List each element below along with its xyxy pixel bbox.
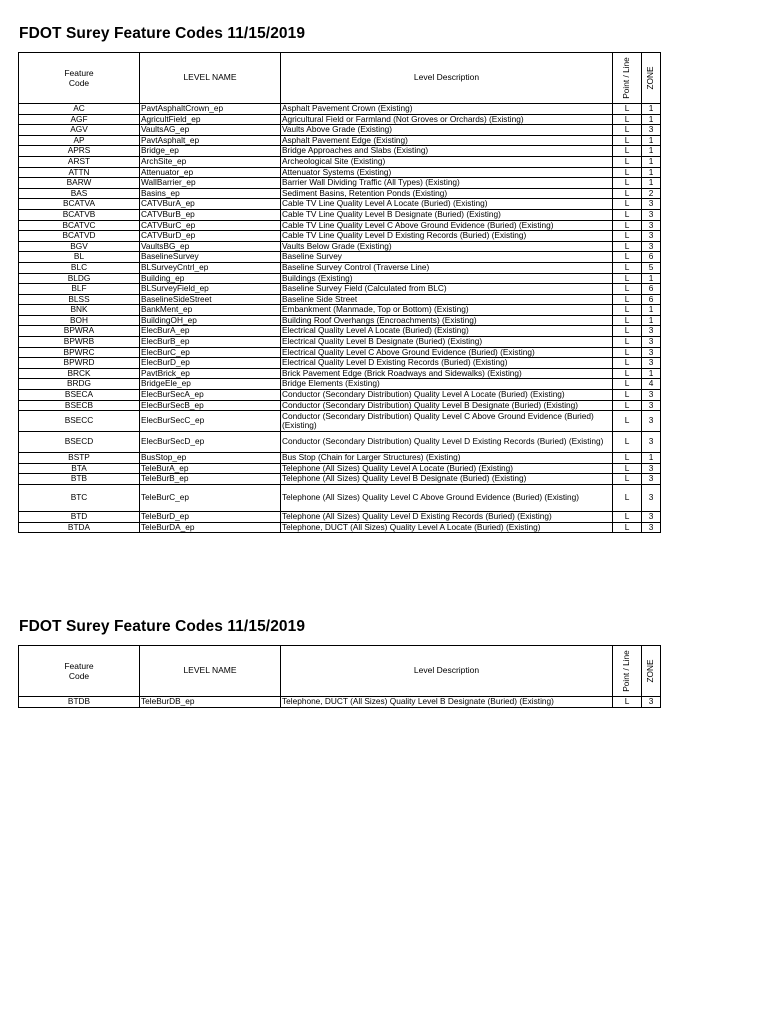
level-name-cell: VaultsAG_ep bbox=[140, 125, 281, 136]
level-name-cell: ElecBurD_ep bbox=[140, 358, 281, 369]
point-line-cell: L bbox=[613, 188, 642, 199]
point-line-cell: L bbox=[613, 252, 642, 263]
point-line-cell: L bbox=[613, 522, 642, 533]
table-row bbox=[19, 167, 661, 178]
table-row bbox=[19, 347, 661, 358]
table-row bbox=[19, 522, 661, 533]
level-name-cell: PavtBrick_ep bbox=[140, 368, 281, 379]
level-description-cell: Attenuator Systems (Existing) bbox=[281, 167, 613, 178]
level-description-cell: Agricultural Field or Farmland (Not Groves or Orchards) (Existing) bbox=[281, 114, 613, 125]
table-row bbox=[19, 368, 661, 379]
level-description-cell: Brick Pavement Edge (Brick Roadways and Sidewalks) (Existing) bbox=[281, 368, 613, 379]
level-name-cell: BusStop_ep bbox=[140, 453, 281, 464]
level-name-cell: ElecBurC_ep bbox=[140, 347, 281, 358]
table-row bbox=[19, 125, 661, 136]
level-description-cell: Telephone (All Sizes) Quality Level A Locate (Buried) (Existing) bbox=[281, 463, 613, 474]
level-description-cell: Archeological Site (Existing) bbox=[281, 156, 613, 167]
feature-code-cell: AGF bbox=[19, 114, 140, 125]
table-row bbox=[19, 135, 661, 146]
feature-code-cell: BSECD bbox=[19, 432, 140, 453]
zone-cell: 3 bbox=[642, 432, 661, 453]
point-line-cell: L bbox=[613, 368, 642, 379]
point-line-cell: L bbox=[613, 167, 642, 178]
level-description-cell: Baseline Side Street bbox=[281, 294, 613, 305]
level-name-cell: ElecBurA_ep bbox=[140, 326, 281, 337]
point-line-cell: L bbox=[613, 209, 642, 220]
table-row bbox=[19, 231, 661, 242]
level-name-cell: TeleBurDA_ep bbox=[140, 522, 281, 533]
point-line-cell: L bbox=[613, 241, 642, 252]
level-description-cell: Embankment (Manmade, Top or Bottom) (Existing) bbox=[281, 305, 613, 316]
level-description-cell: Telephone (All Sizes) Quality Level D Existing Records (Buried) (Existing) bbox=[281, 512, 613, 523]
header-zone: ZONE bbox=[642, 646, 661, 697]
zone-cell: 1 bbox=[642, 368, 661, 379]
feature-code-cell: BLC bbox=[19, 262, 140, 273]
level-name-cell: ElecBurSecD_ep bbox=[140, 432, 281, 453]
zone-cell: 1 bbox=[642, 273, 661, 284]
point-line-cell: L bbox=[613, 358, 642, 369]
table-row bbox=[19, 114, 661, 125]
feature-code-cell: APRS bbox=[19, 146, 140, 157]
feature-code-cell: ATTN bbox=[19, 167, 140, 178]
feature-code-cell: AC bbox=[19, 104, 140, 115]
level-description-cell: Vaults Above Grade (Existing) bbox=[281, 125, 613, 136]
feature-code-cell: BCATVD bbox=[19, 231, 140, 242]
zone-cell: 3 bbox=[642, 199, 661, 210]
level-description-cell: Conductor (Secondary Distribution) Quality Level D Existing Records (Buried) (Existing) bbox=[281, 432, 613, 453]
point-line-cell: L bbox=[613, 390, 642, 401]
zone-cell: 1 bbox=[642, 305, 661, 316]
zone-cell: 3 bbox=[642, 241, 661, 252]
feature-code-cell: BRCK bbox=[19, 368, 140, 379]
point-line-cell: L bbox=[613, 104, 642, 115]
level-description-cell: Bridge Approaches and Slabs (Existing) bbox=[281, 146, 613, 157]
header-level-name: LEVEL NAME bbox=[140, 646, 281, 697]
zone-cell: 4 bbox=[642, 379, 661, 390]
table-row bbox=[19, 156, 661, 167]
point-line-cell: L bbox=[613, 315, 642, 326]
level-description-cell: Baseline Survey Field (Calculated from BLC) bbox=[281, 284, 613, 295]
level-name-cell: Attenuator_ep bbox=[140, 167, 281, 178]
feature-code-cell: BPWRD bbox=[19, 358, 140, 369]
level-description-cell: Electrical Quality Level C Above Ground Evidence (Buried) (Existing) bbox=[281, 347, 613, 358]
level-description-cell: Electrical Quality Level B Designate (Buried) (Existing) bbox=[281, 337, 613, 348]
zone-cell: 3 bbox=[642, 231, 661, 242]
feature-code-cell: BTC bbox=[19, 485, 140, 512]
level-name-cell: BaselineSideStreet bbox=[140, 294, 281, 305]
point-line-cell: L bbox=[613, 347, 642, 358]
level-name-cell: ElecBurB_ep bbox=[140, 337, 281, 348]
level-name-cell: ElecBurSecA_ep bbox=[140, 390, 281, 401]
feature-code-cell: BLF bbox=[19, 284, 140, 295]
zone-cell: 3 bbox=[642, 411, 661, 432]
zone-cell: 1 bbox=[642, 167, 661, 178]
zone-cell: 3 bbox=[642, 347, 661, 358]
header-feature-code: Feature Code bbox=[19, 53, 140, 104]
table-header-row bbox=[19, 53, 661, 104]
feature-code-cell: BTA bbox=[19, 463, 140, 474]
level-name-cell: TeleBurD_ep bbox=[140, 512, 281, 523]
level-name-cell: PavtAsphalt_ep bbox=[140, 135, 281, 146]
level-name-cell: TeleBurDB_ep bbox=[140, 697, 281, 708]
feature-codes-table bbox=[18, 52, 661, 533]
table-row bbox=[19, 178, 661, 189]
level-name-cell: CATVBurB_ep bbox=[140, 209, 281, 220]
level-description-cell: Barrier Wall Dividing Traffic (All Types) (Existing) bbox=[281, 178, 613, 189]
zone-cell: 2 bbox=[642, 188, 661, 199]
feature-code-cell: BTDB bbox=[19, 697, 140, 708]
table-row bbox=[19, 485, 661, 512]
table-row bbox=[19, 284, 661, 295]
table-row bbox=[19, 209, 661, 220]
feature-code-cell: BPWRB bbox=[19, 337, 140, 348]
table-row bbox=[19, 379, 661, 390]
level-description-cell: Conductor (Secondary Distribution) Quality Level B Designate (Buried) (Existing) bbox=[281, 400, 613, 411]
level-name-cell: CATVBurD_ep bbox=[140, 231, 281, 242]
point-line-cell: L bbox=[613, 262, 642, 273]
level-description-cell: Telephone (All Sizes) Quality Level B Designate (Buried) (Existing) bbox=[281, 474, 613, 485]
level-description-cell: Buildings (Existing) bbox=[281, 273, 613, 284]
level-description-cell: Asphalt Pavement Crown (Existing) bbox=[281, 104, 613, 115]
feature-code-cell: BLSS bbox=[19, 294, 140, 305]
level-description-cell: Conductor (Secondary Distribution) Quality Level C Above Ground Evidence (Buried) (Existing) bbox=[281, 411, 613, 432]
point-line-cell: L bbox=[613, 231, 642, 242]
header-level-description: Level Description bbox=[281, 646, 613, 697]
level-name-cell: ElecBurSecC_ep bbox=[140, 411, 281, 432]
level-name-cell: TeleBurA_ep bbox=[140, 463, 281, 474]
table-row bbox=[19, 146, 661, 157]
point-line-cell: L bbox=[613, 411, 642, 432]
zone-cell: 3 bbox=[642, 209, 661, 220]
feature-code-cell: BARW bbox=[19, 178, 140, 189]
table-row bbox=[19, 273, 661, 284]
page-title: FDOT Surey Feature Codes 11/15/2019 bbox=[19, 618, 306, 635]
point-line-cell: L bbox=[613, 146, 642, 157]
level-description-cell: Baseline Survey Control (Traverse Line) bbox=[281, 262, 613, 273]
point-line-cell: L bbox=[613, 114, 642, 125]
feature-code-cell: AGV bbox=[19, 125, 140, 136]
feature-codes-table bbox=[18, 645, 661, 708]
zone-cell: 1 bbox=[642, 453, 661, 464]
table-row bbox=[19, 474, 661, 485]
table-row bbox=[19, 432, 661, 453]
table-row bbox=[19, 411, 661, 432]
feature-code-cell: AP bbox=[19, 135, 140, 146]
feature-code-cell: BGV bbox=[19, 241, 140, 252]
header-level-name: LEVEL NAME bbox=[140, 53, 281, 104]
level-name-cell: CATVBurA_ep bbox=[140, 199, 281, 210]
level-description-cell: Telephone, DUCT (All Sizes) Quality Level A Locate (Buried) (Existing) bbox=[281, 522, 613, 533]
level-name-cell: BankMent_ep bbox=[140, 305, 281, 316]
point-line-cell: L bbox=[613, 463, 642, 474]
table-row bbox=[19, 262, 661, 273]
level-description-cell: Telephone (All Sizes) Quality Level C Above Ground Evidence (Buried) (Existing) bbox=[281, 485, 613, 512]
table-row bbox=[19, 252, 661, 263]
level-description-cell: Cable TV Line Quality Level C Above Ground Evidence (Buried) (Existing) bbox=[281, 220, 613, 231]
level-name-cell: ArchSite_ep bbox=[140, 156, 281, 167]
point-line-cell: L bbox=[613, 326, 642, 337]
table-row bbox=[19, 220, 661, 231]
table-row bbox=[19, 358, 661, 369]
zone-cell: 6 bbox=[642, 252, 661, 263]
feature-code-cell: BSECB bbox=[19, 400, 140, 411]
zone-cell: 6 bbox=[642, 294, 661, 305]
zone-cell: 1 bbox=[642, 178, 661, 189]
point-line-cell: L bbox=[613, 512, 642, 523]
level-name-cell: CATVBurC_ep bbox=[140, 220, 281, 231]
table-row bbox=[19, 199, 661, 210]
level-description-cell: Bus Stop (Chain for Larger Structures) (Existing) bbox=[281, 453, 613, 464]
level-name-cell: ElecBurSecB_ep bbox=[140, 400, 281, 411]
feature-code-cell: BPWRC bbox=[19, 347, 140, 358]
page-title: FDOT Surey Feature Codes 11/15/2019 bbox=[19, 25, 306, 42]
level-name-cell: WallBarrier_ep bbox=[140, 178, 281, 189]
zone-cell: 3 bbox=[642, 220, 661, 231]
level-description-cell: Cable TV Line Quality Level B Designate (Buried) (Existing) bbox=[281, 209, 613, 220]
level-description-cell: Vaults Below Grade (Existing) bbox=[281, 241, 613, 252]
zone-cell: 3 bbox=[642, 485, 661, 512]
level-name-cell: BaselineSurvey bbox=[140, 252, 281, 263]
header-point-line: Point / Line bbox=[613, 646, 642, 697]
table-row bbox=[19, 512, 661, 523]
point-line-cell: L bbox=[613, 379, 642, 390]
level-name-cell: AgricultField_ep bbox=[140, 114, 281, 125]
zone-cell: 3 bbox=[642, 474, 661, 485]
zone-cell: 3 bbox=[642, 326, 661, 337]
level-description-cell: Electrical Quality Level A Locate (Buried) (Existing) bbox=[281, 326, 613, 337]
level-name-cell: VaultsBG_ep bbox=[140, 241, 281, 252]
feature-code-cell: BTB bbox=[19, 474, 140, 485]
feature-code-cell: BSTP bbox=[19, 453, 140, 464]
zone-cell: 3 bbox=[642, 125, 661, 136]
feature-code-cell: BAS bbox=[19, 188, 140, 199]
zone-cell: 3 bbox=[642, 337, 661, 348]
level-name-cell: BLSurveyField_ep bbox=[140, 284, 281, 295]
level-name-cell: TeleBurB_ep bbox=[140, 474, 281, 485]
zone-cell: 1 bbox=[642, 146, 661, 157]
point-line-cell: L bbox=[613, 199, 642, 210]
point-line-cell: L bbox=[613, 432, 642, 453]
header-point-line: Point / Line bbox=[613, 53, 642, 104]
level-name-cell: Basins_ep bbox=[140, 188, 281, 199]
point-line-cell: L bbox=[613, 294, 642, 305]
point-line-cell: L bbox=[613, 125, 642, 136]
level-description-cell: Electrical Quality Level D Existing Records (Buried) (Existing) bbox=[281, 358, 613, 369]
feature-code-cell: BTD bbox=[19, 512, 140, 523]
level-description-cell: Asphalt Pavement Edge (Existing) bbox=[281, 135, 613, 146]
level-name-cell: TeleBurC_ep bbox=[140, 485, 281, 512]
zone-cell: 3 bbox=[642, 390, 661, 401]
point-line-cell: L bbox=[613, 337, 642, 348]
feature-code-cell: BNK bbox=[19, 305, 140, 316]
feature-code-cell: BOH bbox=[19, 315, 140, 326]
table-row bbox=[19, 104, 661, 115]
table-row bbox=[19, 400, 661, 411]
level-description-cell: Bridge Elements (Existing) bbox=[281, 379, 613, 390]
point-line-cell: L bbox=[613, 474, 642, 485]
level-description-cell: Telephone, DUCT (All Sizes) Quality Level B Designate (Buried) (Existing) bbox=[281, 697, 613, 708]
table-row bbox=[19, 453, 661, 464]
table-row bbox=[19, 697, 661, 708]
level-name-cell: BuildingOH_ep bbox=[140, 315, 281, 326]
level-description-cell: Conductor (Secondary Distribution) Quality Level A Locate (Buried) (Existing) bbox=[281, 390, 613, 401]
zone-cell: 1 bbox=[642, 114, 661, 125]
point-line-cell: L bbox=[613, 697, 642, 708]
table-header-row bbox=[19, 646, 661, 697]
table-row bbox=[19, 315, 661, 326]
table-row bbox=[19, 294, 661, 305]
feature-code-cell: ARST bbox=[19, 156, 140, 167]
table-row bbox=[19, 305, 661, 316]
feature-code-cell: BPWRA bbox=[19, 326, 140, 337]
zone-cell: 6 bbox=[642, 284, 661, 295]
zone-cell: 3 bbox=[642, 358, 661, 369]
zone-cell: 5 bbox=[642, 262, 661, 273]
zone-cell: 3 bbox=[642, 512, 661, 523]
point-line-cell: L bbox=[613, 305, 642, 316]
point-line-cell: L bbox=[613, 220, 642, 231]
level-name-cell: Building_ep bbox=[140, 273, 281, 284]
level-name-cell: BLSurveyCntrl_ep bbox=[140, 262, 281, 273]
zone-cell: 3 bbox=[642, 697, 661, 708]
level-name-cell: BridgeEle_ep bbox=[140, 379, 281, 390]
point-line-cell: L bbox=[613, 135, 642, 146]
level-description-cell: Building Roof Overhangs (Encroachments) (Existing) bbox=[281, 315, 613, 326]
point-line-cell: L bbox=[613, 485, 642, 512]
feature-code-cell: BCATVC bbox=[19, 220, 140, 231]
header-zone: ZONE bbox=[642, 53, 661, 104]
point-line-cell: L bbox=[613, 156, 642, 167]
feature-code-cell: BL bbox=[19, 252, 140, 263]
feature-code-cell: BLDG bbox=[19, 273, 140, 284]
header-feature-code: Feature Code bbox=[19, 646, 140, 697]
feature-code-cell: BCATVB bbox=[19, 209, 140, 220]
zone-cell: 1 bbox=[642, 156, 661, 167]
zone-cell: 3 bbox=[642, 522, 661, 533]
feature-code-cell: BSECA bbox=[19, 390, 140, 401]
zone-cell: 1 bbox=[642, 135, 661, 146]
point-line-cell: L bbox=[613, 284, 642, 295]
table-row bbox=[19, 326, 661, 337]
feature-code-cell: BRDG bbox=[19, 379, 140, 390]
level-description-cell: Sediment Basins, Retention Ponds (Existing) bbox=[281, 188, 613, 199]
level-name-cell: PavtAsphaltCrown_ep bbox=[140, 104, 281, 115]
zone-cell: 3 bbox=[642, 463, 661, 474]
header-level-description: Level Description bbox=[281, 53, 613, 104]
table-row bbox=[19, 337, 661, 348]
table-row bbox=[19, 390, 661, 401]
level-description-cell: Baseline Survey bbox=[281, 252, 613, 263]
table-row bbox=[19, 241, 661, 252]
level-name-cell: Bridge_ep bbox=[140, 146, 281, 157]
point-line-cell: L bbox=[613, 273, 642, 284]
table-row bbox=[19, 188, 661, 199]
feature-code-cell: BCATVA bbox=[19, 199, 140, 210]
feature-code-cell: BTDA bbox=[19, 522, 140, 533]
zone-cell: 1 bbox=[642, 104, 661, 115]
level-description-cell: Cable TV Line Quality Level A Locate (Buried) (Existing) bbox=[281, 199, 613, 210]
point-line-cell: L bbox=[613, 400, 642, 411]
feature-code-cell: BSECC bbox=[19, 411, 140, 432]
level-description-cell: Cable TV Line Quality Level D Existing Records (Buried) (Existing) bbox=[281, 231, 613, 242]
point-line-cell: L bbox=[613, 453, 642, 464]
zone-cell: 3 bbox=[642, 400, 661, 411]
point-line-cell: L bbox=[613, 178, 642, 189]
zone-cell: 1 bbox=[642, 315, 661, 326]
table-row bbox=[19, 463, 661, 474]
